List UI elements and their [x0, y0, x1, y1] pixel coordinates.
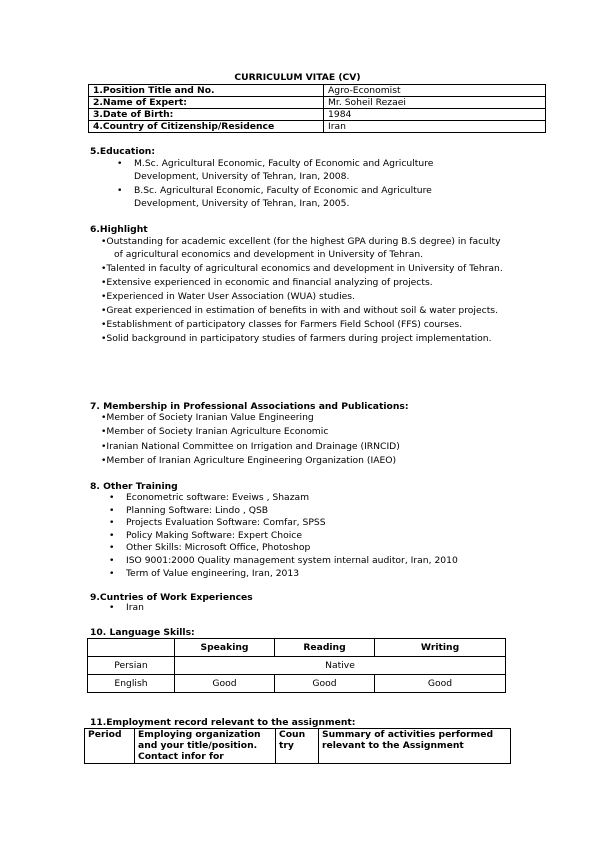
list-item: • B.Sc. Agricultural Economic, Faculty of Economic and Agriculture Development, University of Tehran, Iran, 2005.: [96, 184, 496, 210]
language-level: Native: [175, 657, 506, 675]
education-heading: 5.Education:: [90, 146, 155, 157]
other-training-heading: 8. Other Training: [90, 481, 178, 492]
list-item: • Planning Software: Lindo , QSB: [96, 505, 516, 518]
table-row: [88, 675, 506, 693]
info-value: 1984: [324, 109, 546, 121]
highlight-list: [92, 235, 504, 346]
countries-heading: 9.Cuntries of Work Experiences: [90, 592, 253, 603]
info-value: Agro-Economist: [324, 85, 546, 97]
list-item: • Iran: [96, 602, 516, 615]
list-item: • Iranian National Committee on Irrigation and Drainage (IRNCID): [97, 440, 517, 454]
info-value: Mr. Soheil Rezaei: [324, 97, 546, 109]
membership-heading: 7. Membership in Professional Associations and Publications:: [90, 401, 409, 412]
table-row: [89, 97, 546, 109]
column-header: Reading: [275, 639, 375, 657]
list-item: • Term of Value engineering, Iran, 2013: [96, 568, 516, 581]
writing-level: Good: [375, 675, 506, 693]
list-item: • ISO 9001:2000 Quality management system internal auditor, Iran, 2010: [96, 555, 516, 568]
column-header: [88, 639, 175, 657]
education-list: [96, 157, 496, 211]
table-row: [89, 85, 546, 97]
table-row: [88, 657, 506, 675]
list-item: • Great experienced in estimation of benefits in with and without soil & water projects.: [92, 304, 504, 317]
table-header-row: [88, 639, 506, 657]
list-item: • Member of Iranian Agriculture Engineering Organization (IAEO): [97, 454, 517, 468]
language-heading: 10. Language Skills:: [90, 627, 195, 638]
table-header-row: [85, 729, 511, 764]
list-item: • Member of Society Iranian Value Engineering: [97, 411, 517, 425]
info-label: 4.Country of Citizenship/Residence: [89, 121, 324, 133]
list-item: • Other Skills: Microsoft Office, Photoshop: [96, 542, 516, 555]
employment-heading: 11.Employment record relevant to the assignment:: [90, 717, 356, 728]
other-training-list: [96, 492, 516, 580]
info-value: Iran: [324, 121, 546, 133]
column-header: Period: [85, 729, 135, 764]
membership-list: [97, 411, 517, 469]
list-item: • Econometric software: Eveiws , Shazam: [96, 492, 516, 505]
table-row: [89, 121, 546, 133]
speaking-level: Good: [175, 675, 275, 693]
list-item: • Projects Evaluation Software: Comfar, SPSS: [96, 517, 516, 530]
list-item: • Talented in faculty of agricultural economics and development in University of Tehran.: [92, 262, 504, 275]
column-header: Summary of activities performed relevant to the Assignment: [319, 729, 511, 764]
list-item: • Experienced in Water User Association (WUA) studies.: [92, 290, 504, 303]
list-item: • Solid background in participatory studies of farmers during project implementation.: [92, 332, 504, 345]
countries-list: [96, 602, 516, 615]
highlight-heading: 6.Highlight: [90, 224, 148, 235]
reading-level: Good: [275, 675, 375, 693]
table-row: [89, 109, 546, 121]
column-header: Writing: [375, 639, 506, 657]
employment-table: [84, 728, 511, 764]
list-item: • M.Sc. Agricultural Economic, Faculty of Economic and Agriculture Development, University of Tehran, Iran, 2008.: [96, 157, 496, 183]
list-item: • Member of Society Iranian Agriculture Economic: [97, 425, 517, 439]
column-header: Coun try: [276, 729, 319, 764]
list-item: • Establishment of participatory classes for Farmers Field School (FFS) courses.: [92, 318, 504, 331]
column-header: Employing organization and your title/position. Contact infor for: [135, 729, 276, 764]
list-item: • Extensive experienced in economic and financial analyzing of projects.: [92, 276, 504, 289]
info-label: 3.Date of Birth:: [89, 109, 324, 121]
list-item: • Policy Making Software: Expert Choice: [96, 530, 516, 543]
info-label: 2.Name of Expert:: [89, 97, 324, 109]
column-header: Speaking: [175, 639, 275, 657]
personal-info-table: [88, 84, 546, 133]
document-title: CURRICULUM VITAE (CV): [234, 72, 361, 83]
list-item: • Outstanding for academic excellent (for the highest GPA during B.S degree) in faculty of agricultural economics and development in University of Tehran.: [92, 235, 504, 261]
language-name: English: [88, 675, 175, 693]
language-name: Persian: [88, 657, 175, 675]
language-table: [87, 638, 506, 693]
info-label: 1.Position Title and No.: [89, 85, 324, 97]
